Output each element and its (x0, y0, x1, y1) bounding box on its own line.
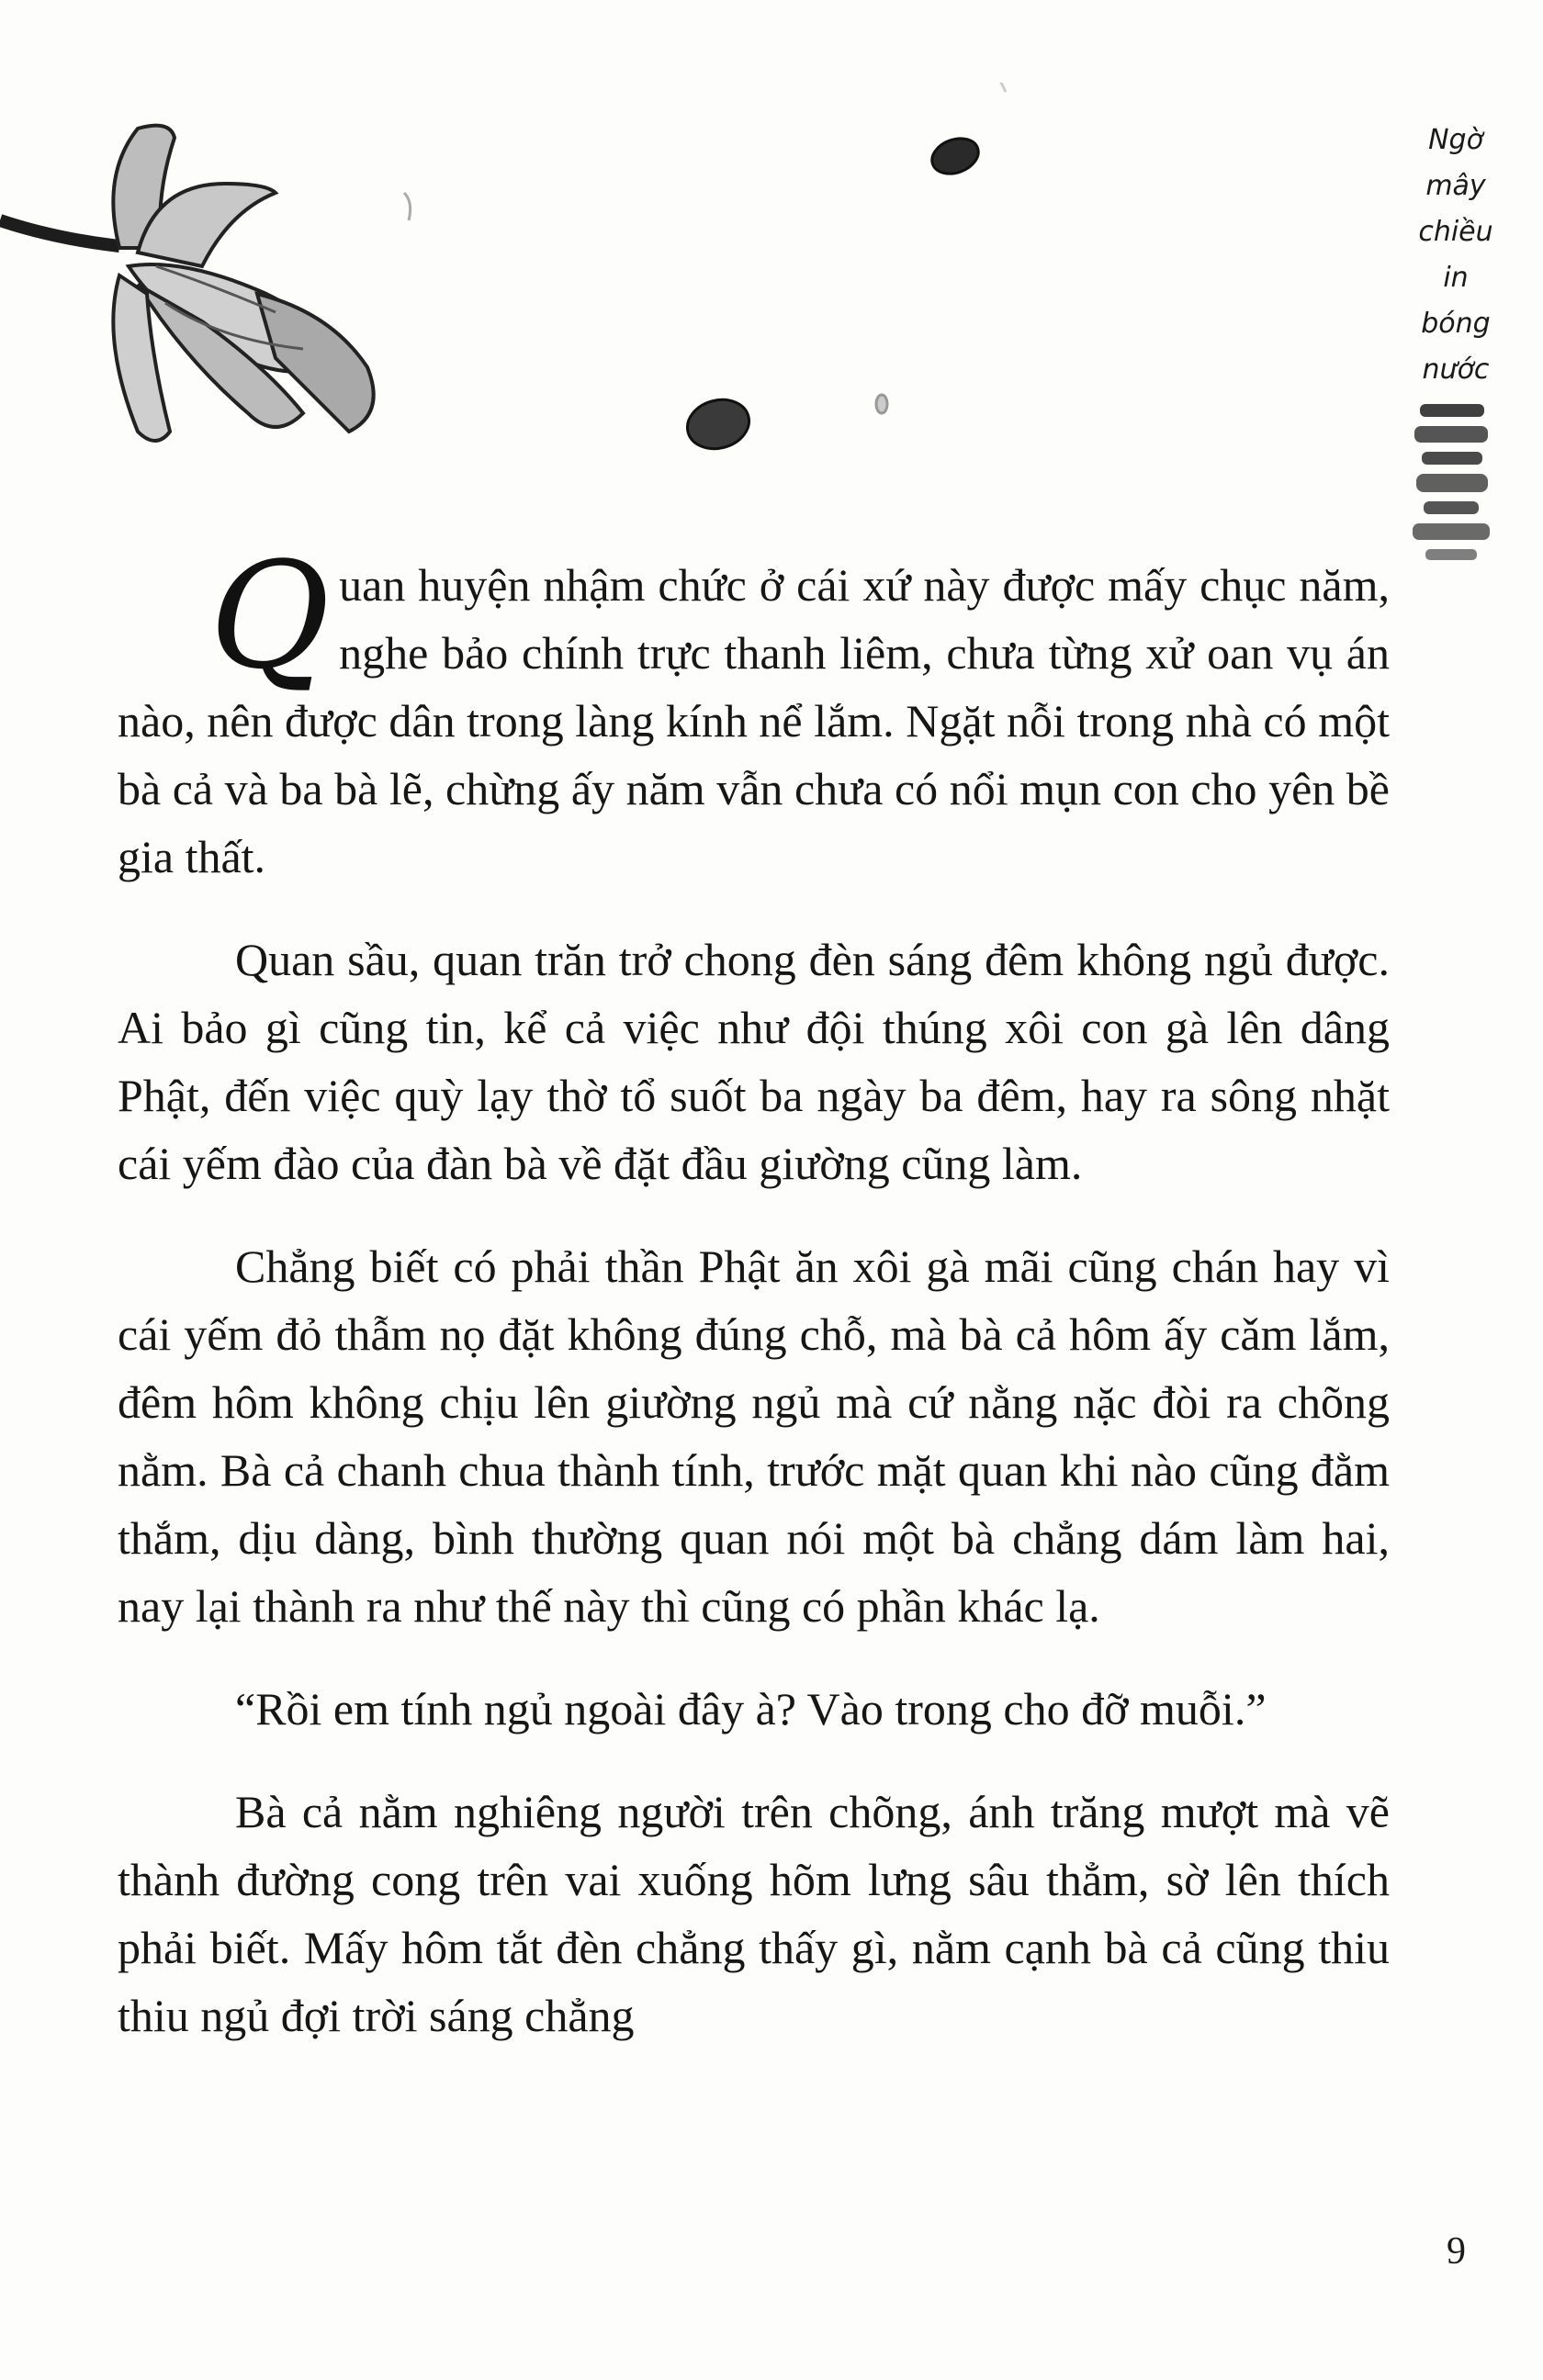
title-word: bóng (1421, 308, 1491, 340)
lotus-flower (113, 126, 373, 441)
paragraph-text: uan huyện nhậm chức ở cái xứ này được mấy chục năm, nghe bảo chính trực thanh liêm, chưa từng xử oan vụ án nào, nên được dân trong làng kính nể lắm. Ngặt nỗi trong nhà có một bà cả và ba bà lẽ, chừng ấy năm vẫn chưa có nổi mụn con cho yên bề gia thất. (118, 559, 1390, 882)
title-word: chiều (1418, 216, 1493, 248)
paragraph: Quan sầu, quan trăn trở chong đèn sáng đêm không ngủ được. Ai bảo gì cũng tin, kể cả việc như đội thúng xôi con gà lên dâng Phật, đến việc quỳ lạy thờ tổ suốt ba ngày ba đêm, hay ra sông nhặt cái yếm đào của đàn bà về đặt đầu giường cũng làm. (118, 934, 1390, 1189)
paragraph (118, 530, 1390, 891)
chapter-text (118, 530, 1390, 2084)
paragraph-dialogue: “Rồi em tính ngủ ngoài đây à? Vào trong cho đỡ muỗi.” (235, 1683, 1267, 1734)
title-word: in (1443, 262, 1469, 294)
page-number: 9 (1447, 2230, 1466, 2273)
falling-petals (404, 83, 1006, 455)
lotus-stem (0, 220, 119, 246)
paragraph: Chẳng biết có phải thần Phật ăn xôi gà mãi cũng chán hay vì cái yếm đỏ thẫm nọ đặt không đúng chỗ, mà bà cả hôm ấy cǎm lắm, đêm hôm không chịu lên giường ngủ mà cứ nằng nặc đòi ra chõng nằm. Bà cả chanh chua thành tính, trước mặt quan khi nào cũng đằm thắm, dịu dàng, bình thường quan nói một bà chẳng dám làm hai, nay lại thành ra như thế này thì cũng có phần khác lạ. (118, 1241, 1390, 1632)
drop-cap: Q (209, 530, 331, 702)
title-word: Ngờ (1428, 124, 1483, 156)
ink-brush-decoration (1403, 395, 1504, 578)
paragraph: Bà cả nằm nghiêng người trên chõng, ánh trăng mượt mà vẽ thành đường cong trên vai xuống hõm lưng sâu thẳm, sờ lên thích phải biết. Mấy hôm tắt đèn chẳng thấy gì, nằm cạnh bà cả cũng thiu thiu ngủ đợi trời sáng chẳng (118, 1786, 1390, 2041)
title-word: nước (1422, 354, 1490, 386)
lotus-illustration (0, 83, 1084, 487)
title-word: mây (1425, 170, 1486, 202)
vertical-book-title (1405, 118, 1506, 393)
